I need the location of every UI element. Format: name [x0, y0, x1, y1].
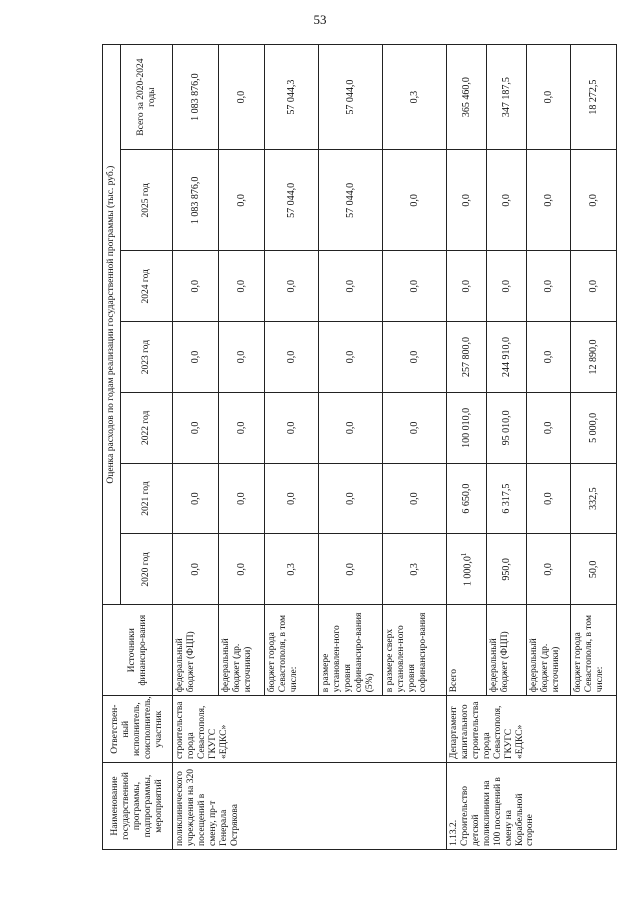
- cell-2025: 1 083 876,0: [173, 150, 219, 251]
- cell-2021: 0,0: [383, 463, 447, 534]
- cell-2022: 100 010,0: [447, 392, 487, 463]
- cell-2022: 95 010,0: [487, 392, 527, 463]
- cell-2023: 0,0: [383, 322, 447, 393]
- cell-2021: 0,0: [319, 463, 383, 534]
- cell-2020: 0,3: [265, 534, 319, 605]
- cell-2022: 0,0: [383, 392, 447, 463]
- header-total: Всего за 2020-2024 годы: [121, 45, 173, 150]
- budget-table: [102, 44, 617, 850]
- cell-2021: 0,0: [527, 463, 571, 534]
- rotated-page-area: [102, 44, 606, 850]
- cell-total: 1 083 876,0: [173, 45, 219, 150]
- cell-total: 18 272,5: [571, 45, 617, 150]
- header-estimate: Оценка расходов по годам реализации государственной программы (тыс. руб.): [103, 45, 121, 605]
- row-source: бюджет города Севастополя, в том числе:: [265, 605, 319, 696]
- cell-total: 0,0: [527, 45, 571, 150]
- block2-name: 1.13.2. Строительство детской поликлиники на 100 посещений в смену на Корабельной стороне: [447, 763, 617, 850]
- cell-total: 365 460,0: [447, 45, 487, 150]
- cell-2020: 950,0: [487, 534, 527, 605]
- header-source: Источники финансиро-вания: [103, 605, 173, 696]
- cell-2024: 0,0: [447, 251, 487, 322]
- header-year-2022: 2022 год: [121, 392, 173, 463]
- cell-2024: 0,0: [383, 251, 447, 322]
- cell-total: 347 187,5: [487, 45, 527, 150]
- cell-2024: 0,0: [219, 251, 265, 322]
- table-row: [173, 45, 219, 850]
- cell-2024: 0,0: [571, 251, 617, 322]
- row-source: федеральный бюджет (ФЦП): [173, 605, 219, 696]
- cell-2023: 0,0: [265, 322, 319, 393]
- cell-2021: 6 650,0: [447, 463, 487, 534]
- footnote-mark: 1: [459, 552, 468, 557]
- header-responsible: Ответствен-ный исполнитель, соисполнитель, участник: [103, 696, 173, 763]
- cell-2020: 50,0: [571, 534, 617, 605]
- cell-2022: 5 000,0: [571, 392, 617, 463]
- cell-total: 0,0: [219, 45, 265, 150]
- cell-2020: 0,0: [527, 534, 571, 605]
- cell-2025: 0,0: [487, 150, 527, 251]
- cell-2023: 12 890,0: [571, 322, 617, 393]
- budget-table-rotated: [102, 44, 606, 850]
- cell-2023: 244 910,0: [487, 322, 527, 393]
- cell-2021: 6 317,5: [487, 463, 527, 534]
- header-year-2025: 2025 год: [121, 150, 173, 251]
- cell-2022: 0,0: [219, 392, 265, 463]
- cell-2020: 0,0: [219, 534, 265, 605]
- cell-total: 0,3: [383, 45, 447, 150]
- cell-2023: 257 800,0: [447, 322, 487, 393]
- block2-responsible: Департамент капитального строительства города Севастополя, ГКУГС «ЕДКС»: [447, 696, 617, 763]
- cell-2024: 0,0: [527, 251, 571, 322]
- cell-2022: 0,0: [265, 392, 319, 463]
- header-name: Наименование государственной программы, подпрограммы, мероприятий: [103, 763, 173, 850]
- cell-2022: 0,0: [319, 392, 383, 463]
- row-source: бюджет города Севастополя, в том числе:: [571, 605, 617, 696]
- block1-responsible: строительства города Севастополя, ГКУГС «ЕДКС»: [173, 696, 447, 763]
- cell-2021: 0,0: [173, 463, 219, 534]
- cell-2021: 0,0: [219, 463, 265, 534]
- cell-2025: 0,0: [383, 150, 447, 251]
- cell-2025: 0,0: [447, 150, 487, 251]
- cell-2020: 0,0: [173, 534, 219, 605]
- cell-2020: [447, 534, 487, 605]
- cell-2021: 0,0: [265, 463, 319, 534]
- page-number: 53: [313, 12, 327, 27]
- cell-2025: 57 044,0: [319, 150, 383, 251]
- cell-2025: 0,0: [527, 150, 571, 251]
- cell-2022: 0,0: [173, 392, 219, 463]
- header-year-2024: 2024 год: [121, 251, 173, 322]
- row-source: федеральный бюджет (др. источники): [219, 605, 265, 696]
- cell-2020: 0,3: [383, 534, 447, 605]
- cell-2023: 0,0: [219, 322, 265, 393]
- row-source: в размере сверх установлен-ного уровня софинансиро-вания: [383, 605, 447, 696]
- row-source: в размере установлен-ного уровня софинансиро-вания (5%): [319, 605, 383, 696]
- cell-2024: 0,0: [319, 251, 383, 322]
- cell-2023: 0,0: [173, 322, 219, 393]
- row-source: Всего: [447, 605, 487, 696]
- cell-2022: 0,0: [527, 392, 571, 463]
- cell-2025: 0,0: [571, 150, 617, 251]
- cell-2024: 0,0: [487, 251, 527, 322]
- row-source: федеральный бюджет (ФЦП): [487, 605, 527, 696]
- table-row: [447, 45, 487, 850]
- header-year-2020: 2020 год: [121, 534, 173, 605]
- block1-name: поликлинического учреждения на 320 посещений в смену, пр-т Генерала Острякова: [173, 763, 447, 850]
- header-year-2023: 2023 год: [121, 322, 173, 393]
- cell-2024: 0,0: [173, 251, 219, 322]
- row-source: федеральный бюджет (др. источники): [527, 605, 571, 696]
- cell-2020: 0,0: [319, 534, 383, 605]
- cell-2023: 0,0: [527, 322, 571, 393]
- cell-2025: 0,0: [219, 150, 265, 251]
- cell-2024: 0,0: [265, 251, 319, 322]
- cell-2023: 0,0: [319, 322, 383, 393]
- cell-value: 1 000,0: [461, 556, 473, 587]
- cell-total: 57 044,3: [265, 45, 319, 150]
- cell-2025: 57 044,0: [265, 150, 319, 251]
- header-year-2021: 2021 год: [121, 463, 173, 534]
- cell-total: 57 044,0: [319, 45, 383, 150]
- cell-2021: 332,5: [571, 463, 617, 534]
